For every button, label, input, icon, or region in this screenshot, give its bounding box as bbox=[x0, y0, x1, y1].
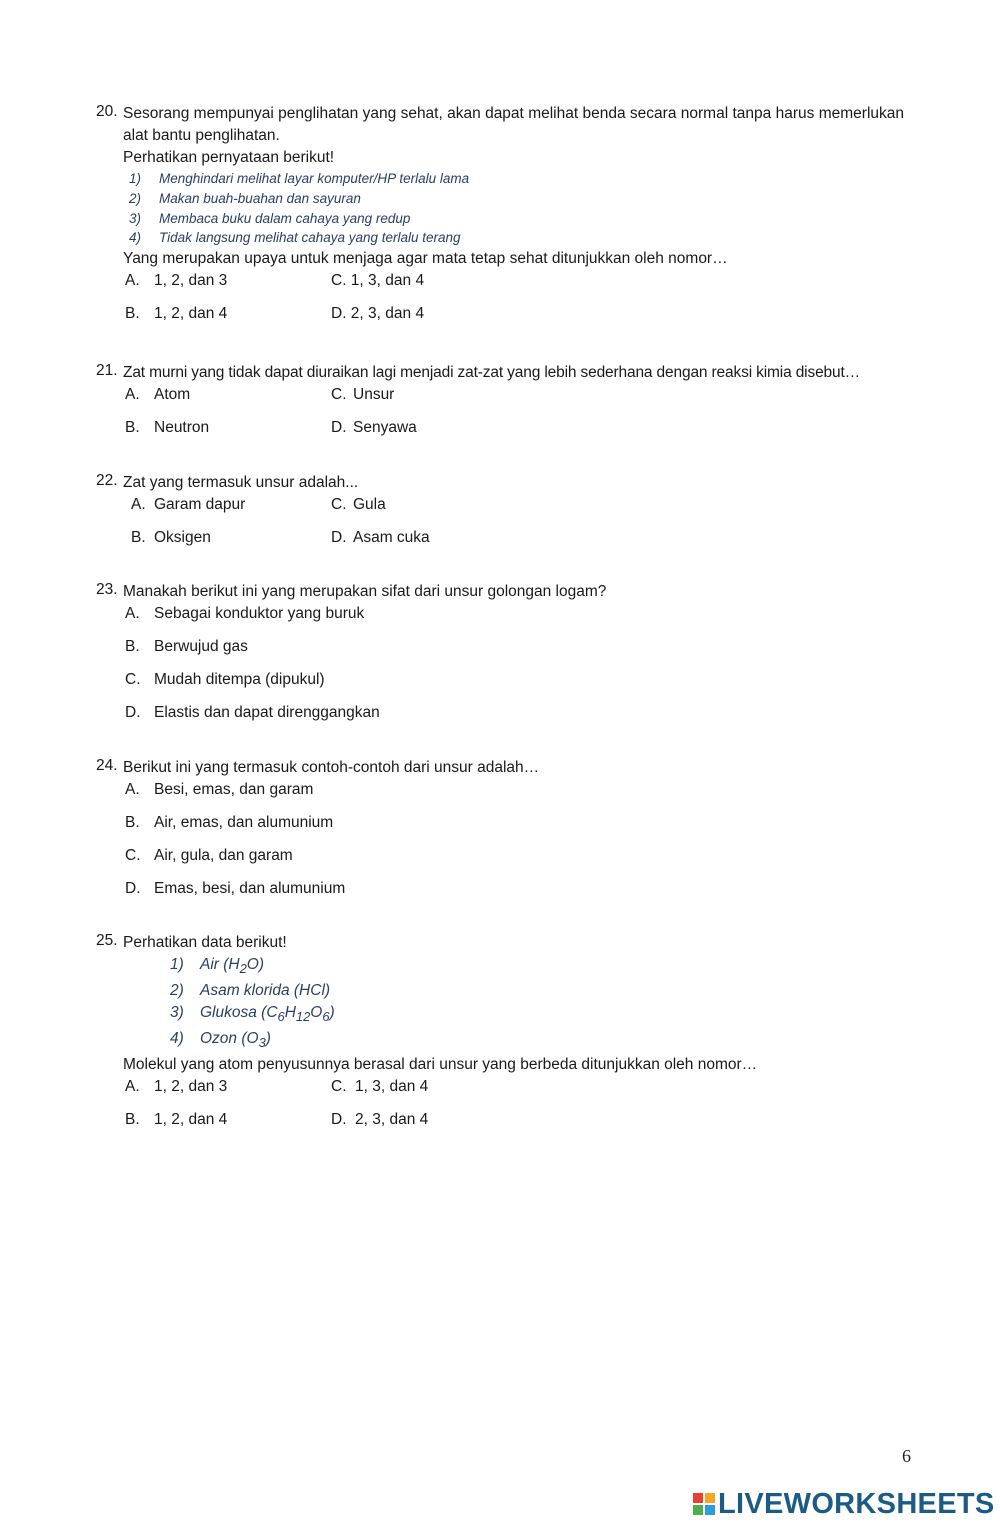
liveworksheets-logo[interactable] bbox=[693, 1486, 995, 1522]
molecule-list bbox=[96, 954, 904, 1054]
question-number: 21. bbox=[96, 362, 118, 379]
page-number: 6 bbox=[902, 1446, 911, 1466]
answer-options bbox=[125, 384, 904, 450]
answer-options bbox=[131, 494, 904, 560]
option-d[interactable]: D. 2, 3, dan 4 bbox=[331, 1111, 429, 1129]
option-c[interactable]: C. Air, gula, dan garam bbox=[125, 847, 293, 864]
option-c[interactable]: C. Unsur bbox=[331, 386, 395, 403]
statement-item: 2) Makan buah-buahan dan sayuran bbox=[129, 190, 361, 206]
answer-options bbox=[125, 603, 904, 735]
statement-item: 1) Menghindari melihat layar komputer/HP terlalu lama bbox=[129, 171, 470, 186]
option-a[interactable]: A. Besi, emas, dan garam bbox=[125, 781, 314, 798]
option-b[interactable]: B. 1, 2, dan 4 bbox=[125, 305, 228, 323]
option-d[interactable]: D. Emas, besi, dan alumunium bbox=[125, 880, 346, 897]
question-text: Sesorang mempunyai penglihatan yang sehat, akan dapat melihat benda secara normal tanpa harus memerlukan alat bantu penglihatan. bbox=[123, 105, 904, 144]
question-intro: Perhatikan pernyataan berikut! bbox=[123, 149, 335, 166]
molecule-item: 4) Ozon $(O_3)$ bbox=[170, 1030, 271, 1051]
liveworksheets-logo-text: LIVEWORKSHEETS bbox=[718, 1487, 995, 1520]
option-b[interactable]: B. 1, 2, dan 4 bbox=[125, 1111, 228, 1129]
question-text: Berikut ini yang termasuk contoh-contoh dari unsur adalah… bbox=[123, 759, 540, 776]
molecule-item: 3) Glukosa $(C_6H_{12}O_6)$ bbox=[170, 1004, 335, 1025]
question-text: Perhatikan data berikut! bbox=[123, 934, 287, 951]
liveworksheets-logo-icon bbox=[693, 1493, 715, 1515]
molecule-item: 2) Asam klorida (HCl) bbox=[170, 982, 331, 1000]
option-b[interactable]: B. Neutron bbox=[125, 419, 210, 436]
option-c[interactable]: C. 1, 3, dan 4 bbox=[331, 1078, 429, 1096]
option-a[interactable]: A. 1, 2, dan 3 bbox=[125, 1078, 228, 1096]
statement-list bbox=[96, 169, 904, 248]
question-number: 23. bbox=[96, 581, 118, 598]
question-number: 20. bbox=[96, 103, 118, 120]
option-b[interactable]: B. Oksigen bbox=[131, 529, 211, 546]
question-number: 24. bbox=[96, 757, 118, 774]
option-d[interactable]: D. Elastis dan dapat direnggangkan bbox=[125, 704, 380, 721]
answer-options bbox=[125, 1076, 904, 1142]
statement-item: 4) Tidak langsung melihat cahaya yang terlalu terang bbox=[129, 230, 461, 246]
answer-options bbox=[125, 779, 904, 911]
option-d[interactable]: D. Asam cuka bbox=[331, 529, 430, 546]
option-b[interactable]: B. Air, emas, dan alumunium bbox=[125, 814, 334, 831]
option-d[interactable]: D. 2, 3, dan 4 bbox=[331, 305, 425, 323]
option-c[interactable]: C. Mudah ditempa (dipukul) bbox=[125, 671, 325, 688]
option-a[interactable]: A. 1, 2, dan 3 bbox=[125, 272, 228, 290]
question-prompt: Molekul yang atom penyusunnya berasal dari unsur yang berbeda ditunjukkan oleh nomor… bbox=[123, 1056, 758, 1074]
question-21 bbox=[96, 362, 904, 450]
question-text: Manakah berikut ini yang merupakan sifat dari unsur golongan logam? bbox=[123, 583, 607, 600]
option-a[interactable]: A. Atom bbox=[125, 386, 191, 403]
question-24 bbox=[96, 757, 904, 911]
statement-item: 3) Membaca buku dalam cahaya yang redup bbox=[129, 210, 411, 226]
option-c[interactable]: C. Gula bbox=[331, 496, 386, 513]
question-text: Zat yang termasuk unsur adalah... bbox=[123, 474, 359, 491]
option-b[interactable]: B. Berwujud gas bbox=[125, 638, 248, 655]
question-text: Zat murni yang tidak dapat diuraikan lagi menjadi zat-zat yang lebih sederhana dengan reaksi kimia disebut… bbox=[123, 364, 860, 381]
question-number: 25. bbox=[96, 932, 118, 949]
question-number: 22. bbox=[96, 472, 118, 489]
question-25 bbox=[96, 932, 904, 1142]
option-c[interactable]: C. 1, 3, dan 4 bbox=[331, 272, 425, 290]
option-d[interactable]: D. Senyawa bbox=[331, 419, 417, 436]
molecule-item: 1) Air $(H_2O)$ bbox=[170, 956, 265, 977]
question-prompt: Yang merupakan upaya untuk menjaga agar mata tetap sehat ditunjukkan oleh nomor… bbox=[123, 250, 728, 268]
option-a[interactable]: A. Sebagai konduktor yang buruk bbox=[125, 605, 365, 622]
question-20 bbox=[96, 103, 904, 336]
answer-options bbox=[125, 270, 904, 336]
question-23 bbox=[96, 581, 904, 735]
option-a[interactable]: A. Garam dapur bbox=[131, 496, 246, 513]
question-22 bbox=[96, 472, 904, 560]
